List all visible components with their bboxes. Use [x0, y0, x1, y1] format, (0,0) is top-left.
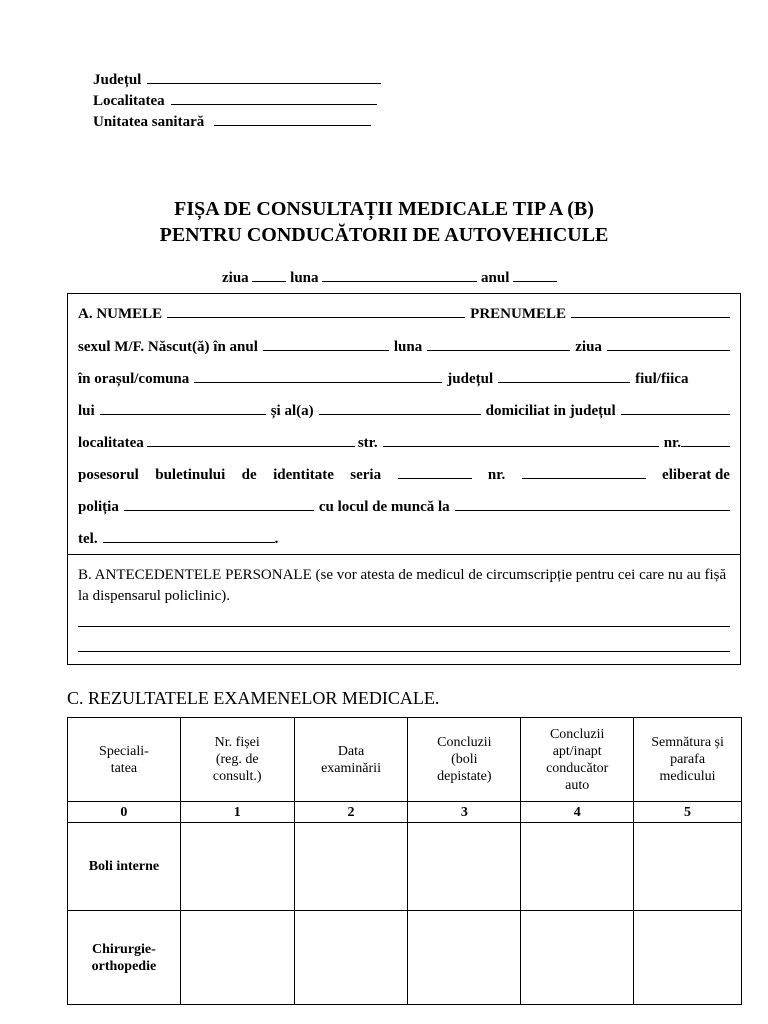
prenumele-field[interactable]	[571, 305, 730, 318]
judetul-field[interactable]	[498, 370, 630, 383]
table-row	[68, 911, 742, 1005]
tel-period: .	[274, 531, 279, 547]
table-cell[interactable]	[408, 823, 521, 911]
header-data-text: Data examinării	[321, 743, 381, 776]
de-word: de	[241, 467, 257, 483]
section-a	[67, 293, 741, 555]
header-concluzii-text: Concluzii (boli depistate)	[437, 735, 492, 784]
ziua-field[interactable]	[252, 268, 286, 282]
locul-munca-label: cu locul de muncă la	[318, 499, 450, 515]
results-table	[67, 717, 742, 1005]
table-cell[interactable]	[521, 911, 634, 1005]
localitatea-label: localitatea	[78, 435, 144, 451]
section-c-title: C. REZULTATELE EXAMENELOR MEDICALE.	[67, 688, 440, 708]
orasul-field[interactable]	[194, 370, 442, 383]
row-boli-interne-label	[68, 823, 181, 911]
header-nr-fisei	[180, 718, 294, 802]
unitate-field[interactable]	[214, 112, 371, 126]
judetul-label: județul	[447, 371, 494, 387]
sexul-label: sexul M/F. Născut(ă) în anul	[78, 339, 258, 355]
prenumele-label: PRENUMELE	[470, 306, 567, 322]
table-cell[interactable]	[408, 911, 521, 1005]
header-specialitatea-text: Speciali- tatea	[99, 743, 149, 776]
col-number: 3	[408, 802, 521, 823]
page-title	[0, 196, 768, 248]
table-cell[interactable]	[634, 911, 742, 1005]
luna-field[interactable]	[322, 268, 477, 282]
antecedente-text: B. ANTECEDENTELE PERSONALE (se vor atesta de medicul de circumscripție pentru cei care nu au fișă la dispensarul policlinic).	[78, 567, 727, 604]
table-cell[interactable]	[180, 911, 294, 1005]
luna-nasterii-label: luna	[393, 339, 423, 355]
table-cell[interactable]	[294, 823, 408, 911]
localitatea-field[interactable]	[147, 434, 355, 447]
politia-label: poliția	[78, 499, 119, 515]
header-semnatura	[634, 718, 742, 802]
domiciliat-label: domiciliat in județul	[485, 403, 616, 419]
str-field[interactable]	[383, 434, 659, 447]
numele-field[interactable]	[167, 305, 465, 318]
numele-label: A. NUMELE	[78, 306, 163, 322]
str-label: str.	[357, 435, 378, 451]
tel-label: tel.	[78, 531, 98, 547]
antecedente-line-2[interactable]	[78, 651, 730, 652]
ziua-label: ziua	[222, 270, 249, 286]
posesorul-word: posesorul	[78, 467, 139, 483]
header-semnatura-text: Semnătura și parafa medicului	[651, 735, 724, 784]
header-nr-fisei-text: Nr. fișei (reg. de consult.)	[212, 735, 262, 784]
anul-label: anul	[481, 270, 510, 286]
tel-field[interactable]	[103, 530, 275, 543]
header-apt-inapt-text: Concluzii apt/inapt conducător auto	[546, 726, 609, 793]
ziua-nasterii-label: ziua	[575, 339, 602, 355]
col-number: 4	[521, 802, 634, 823]
nr-buletin-field[interactable]	[522, 466, 646, 479]
localitate-label: Localitatea	[93, 93, 165, 109]
header-data	[294, 718, 408, 802]
section-b	[67, 555, 741, 665]
politia-field[interactable]	[124, 498, 314, 511]
localitate-field[interactable]	[171, 91, 377, 105]
locul-munca-field[interactable]	[455, 498, 730, 511]
table-cell[interactable]	[180, 823, 294, 911]
header-apt-inapt	[521, 718, 634, 802]
table-cell[interactable]	[294, 911, 408, 1005]
number-row	[68, 802, 742, 823]
unitate-label: Unitatea sanitară	[93, 114, 205, 130]
luna-label: luna	[290, 270, 319, 286]
col-number: 1	[180, 802, 294, 823]
header-row	[68, 718, 742, 802]
identitate-word: identitate	[273, 467, 334, 483]
ziua-nasterii-field[interactable]	[607, 338, 730, 351]
anul-nasterii-field[interactable]	[263, 338, 389, 351]
nr-field[interactable]	[681, 434, 730, 447]
seria-field[interactable]	[398, 466, 472, 479]
domiciliat-field[interactable]	[621, 402, 730, 415]
table-row	[68, 823, 742, 911]
anul-field[interactable]	[513, 268, 557, 282]
row-chirurgie-label	[68, 911, 181, 1005]
judet-label: Județul	[93, 72, 142, 88]
col-number: 5	[634, 802, 742, 823]
tata-field[interactable]	[100, 402, 266, 415]
eliberat-label: eliberat de	[662, 467, 730, 483]
luna-nasterii-field[interactable]	[427, 338, 570, 351]
fiul-label: fiul/fiica	[635, 371, 689, 387]
nr-buletin-label: nr.	[487, 467, 506, 483]
header-specialitatea	[68, 718, 181, 802]
row-chirurgie-text: Chirurgie- orthopedie	[91, 941, 157, 974]
header-block	[93, 70, 381, 133]
title-line-1: FIȘA DE CONSULTAȚII MEDICALE TIP A (B)	[174, 198, 594, 220]
orasul-label: în orașul/comuna	[78, 371, 190, 387]
date-line	[222, 268, 557, 287]
si-al-label: și al(a)	[270, 403, 314, 419]
row-boli-interne-text: Boli interne	[88, 859, 160, 874]
buletinului-word: buletinului	[155, 467, 226, 483]
table-cell[interactable]	[634, 823, 742, 911]
seria-word: seria	[350, 467, 382, 483]
title-line-2: PENTRU CONDUCĂTORII DE AUTOVEHICULE	[159, 224, 609, 246]
table-cell[interactable]	[521, 823, 634, 911]
antecedente-line-1[interactable]	[78, 626, 730, 627]
nr-label: nr.	[663, 435, 682, 451]
lui-label: lui	[78, 403, 95, 419]
col-number: 0	[68, 802, 181, 823]
judet-field[interactable]	[147, 70, 381, 84]
col-number: 2	[294, 802, 408, 823]
header-concluzii	[408, 718, 521, 802]
mama-field[interactable]	[319, 402, 481, 415]
